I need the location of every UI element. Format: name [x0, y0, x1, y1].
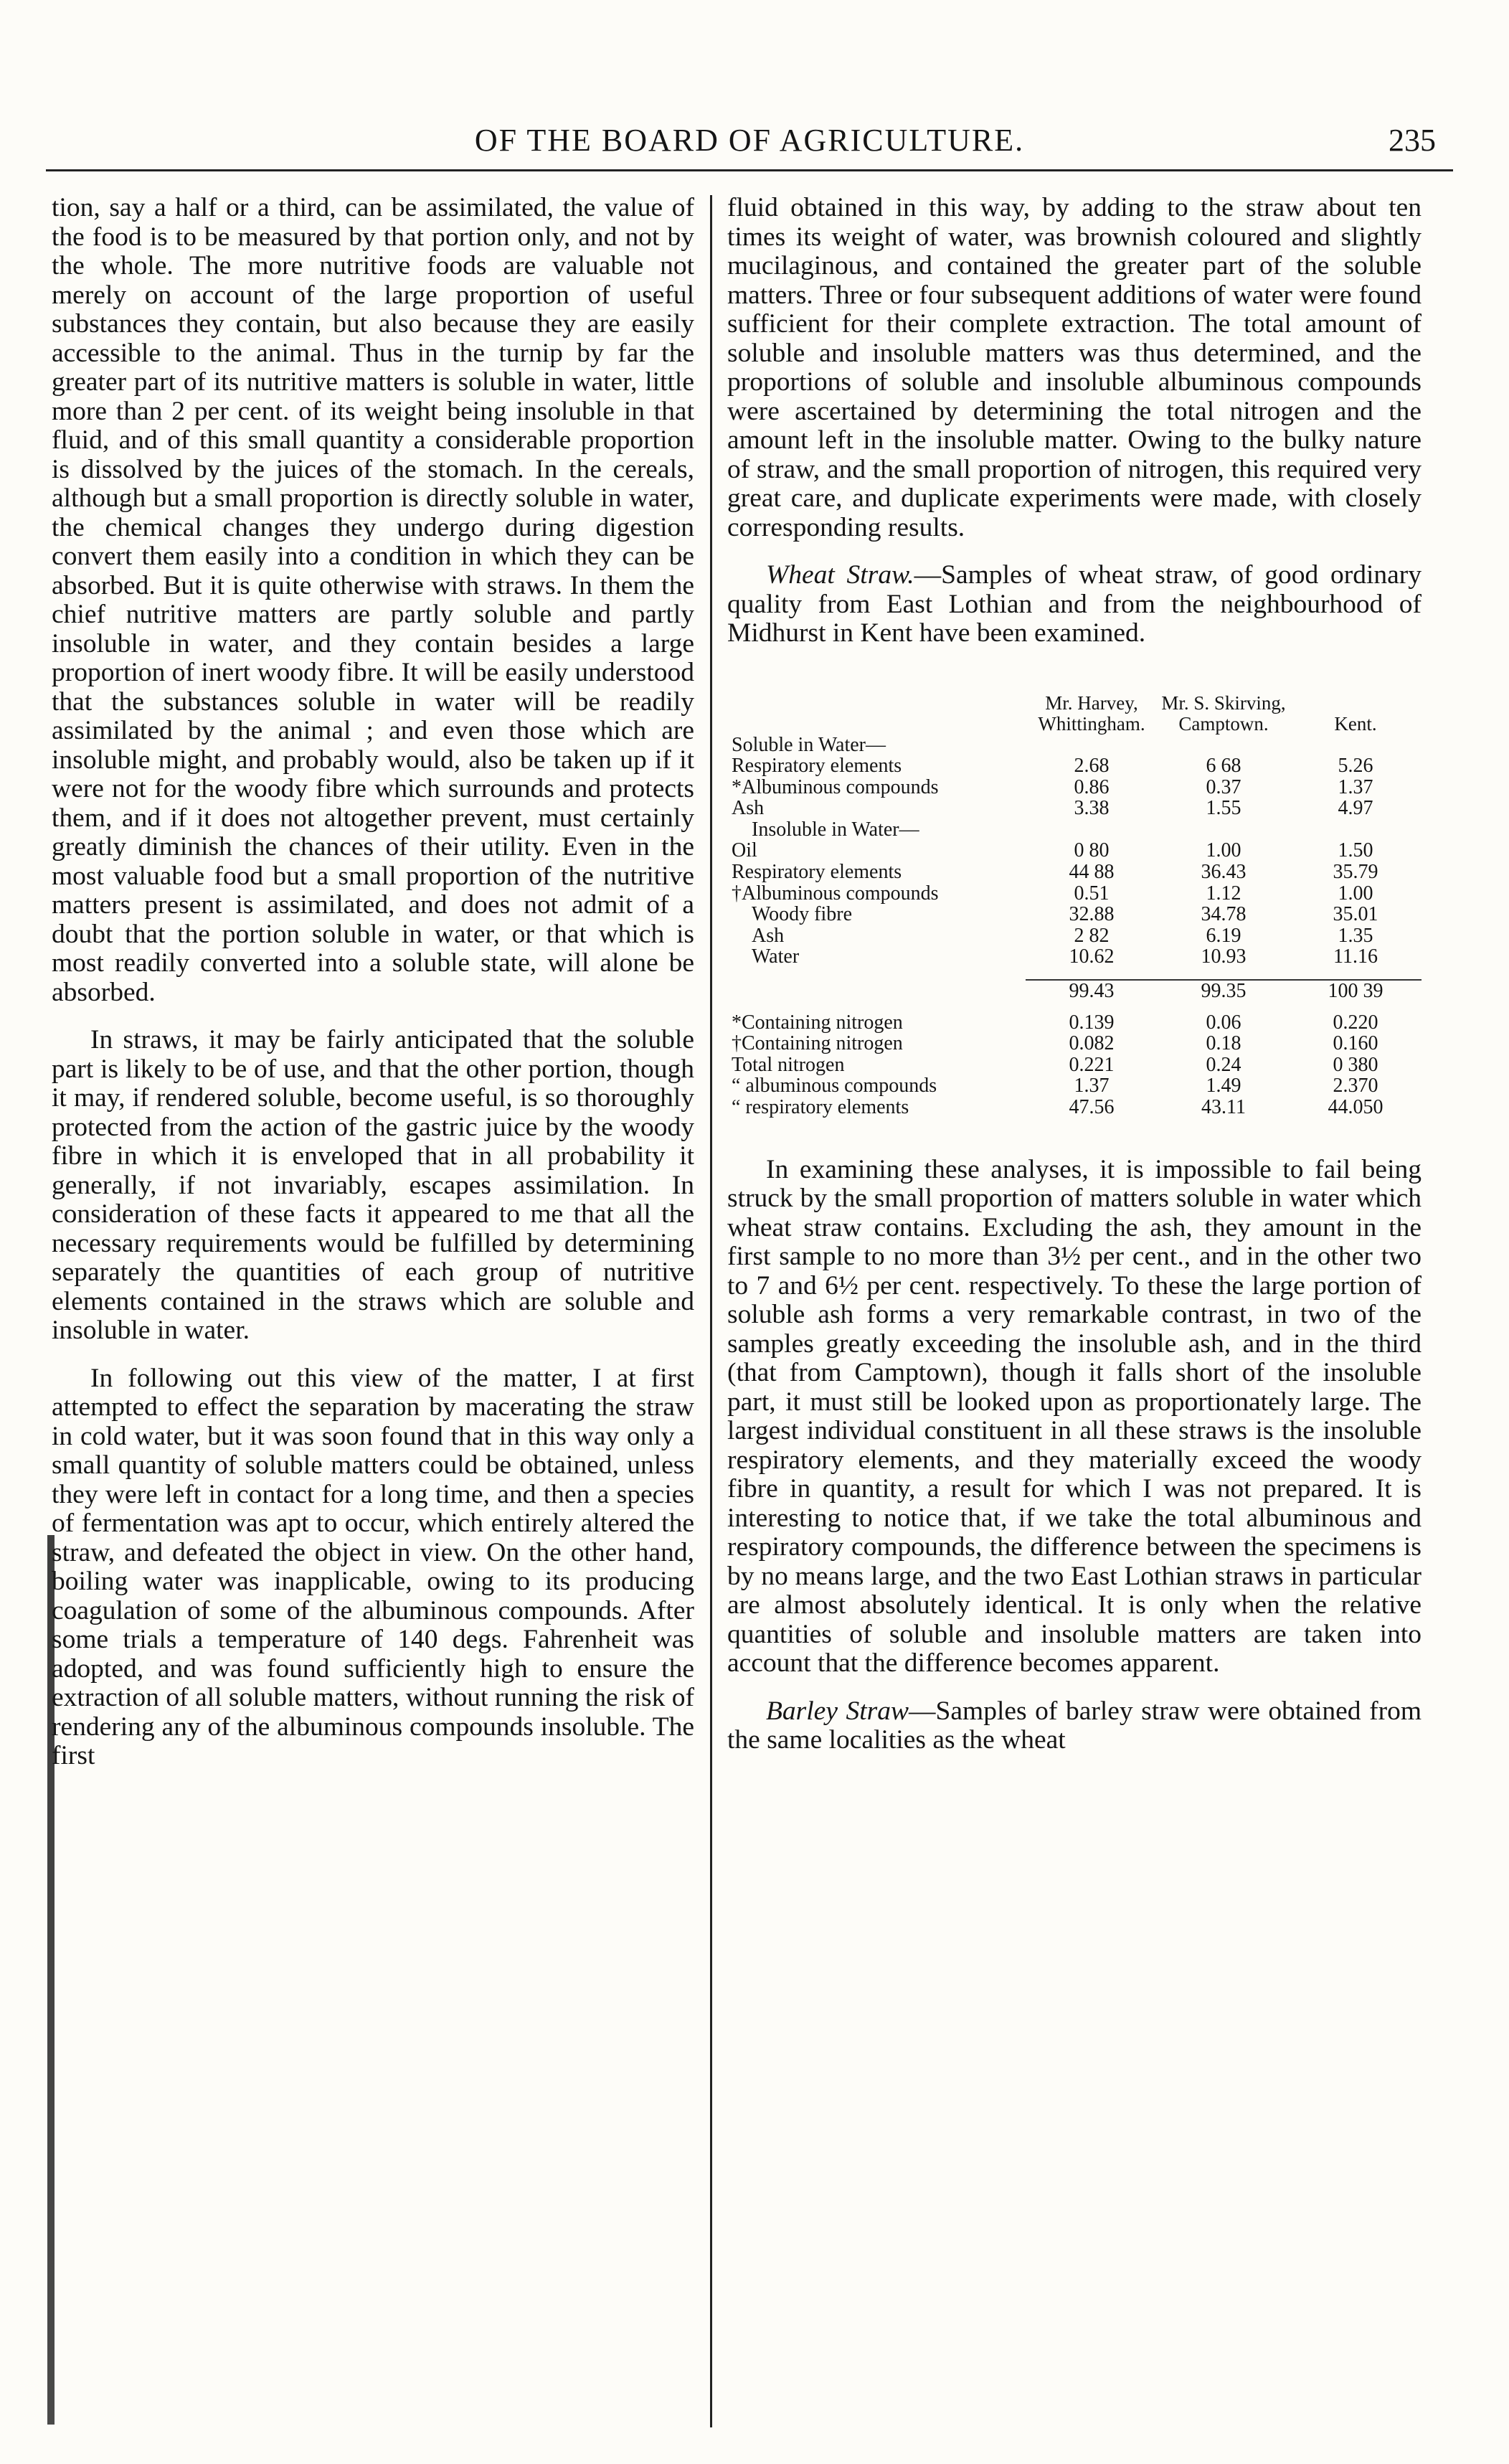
- value-cell: 34.78: [1201, 903, 1247, 926]
- left-paragraph-2: In straws, it may be fairly anticipated that the soluble part is likely to be of use, and that the other portion, though it may, if rendered soluble, become useful, is so thoroughly protected from the action of the gastric juice by the woody fibre in which it is enveloped that in all probability it generally, if not invariably, escapes assimilation. In consideration of these facts it appeared to me that all the necessary requirements would be fulfilled by determining separately the quantities of each group of nutritive elements contained in the straws which are soluble and insoluble in water.: [52, 1025, 694, 1345]
- row-label: Total nitrogen: [732, 1053, 845, 1076]
- value-cell: 0.24: [1206, 1053, 1241, 1076]
- value-cell: 10.62: [1069, 945, 1115, 968]
- table-row: [727, 840, 1422, 862]
- table-row: [727, 1097, 1422, 1118]
- barley-straw-heading: Barley Straw: [766, 1696, 909, 1726]
- wheat-straw-paragraph: [727, 561, 1422, 648]
- total-cell: 99.35: [1201, 980, 1247, 1003]
- table-totals-row: [727, 980, 1422, 1002]
- table-rule: [727, 968, 1422, 980]
- column-header: Kent.: [1334, 712, 1377, 735]
- total-cell: 100 39: [1328, 980, 1383, 1003]
- value-cell: 1.37: [1338, 775, 1373, 798]
- value-cell: 0.160: [1333, 1032, 1378, 1055]
- value-cell: 1.00: [1338, 882, 1373, 905]
- column-divider: [710, 195, 712, 2427]
- table-row: [727, 1054, 1422, 1076]
- table-spacer: [727, 1002, 1422, 1012]
- table-header-row-1: [727, 693, 1422, 714]
- page-number: 235: [1389, 123, 1436, 158]
- value-cell: 10.93: [1201, 945, 1247, 968]
- value-cell: 1.35: [1338, 924, 1373, 947]
- value-cell: 1.12: [1206, 882, 1241, 905]
- table-row: [727, 925, 1422, 947]
- right-paragraph-1: fluid obtained in this way, by adding to the straw about ten times its weight of water, was brownish coloured and slightly mucilaginous, and contained the greater part of the soluble matters. Three or four subsequent additions of water were found sufficient for their complete extraction. The total amount of soluble and insoluble matters was thus determined, and the proportions of soluble and insoluble albuminous compounds were ascertained by determining the total nitrogen and the amount left in the insoluble matter. Owing to the bulky nature of straw, and the small proportion of nitrogen, this required very great care, and duplicate experiments were made, with closely corresponding results.: [727, 193, 1422, 542]
- wheat-straw-heading: Wheat Straw.: [766, 560, 914, 590]
- row-label: Respiratory elements: [732, 861, 902, 884]
- table-section-label: [727, 735, 1422, 756]
- value-cell: 2 82: [1074, 924, 1110, 947]
- value-cell: 1.50: [1338, 839, 1373, 862]
- table-row: [727, 904, 1422, 925]
- table-row: [727, 946, 1422, 968]
- value-cell: 0.221: [1069, 1053, 1115, 1076]
- table-row: [727, 755, 1422, 777]
- value-cell: 47.56: [1069, 1096, 1115, 1118]
- row-label: *Containing nitrogen: [732, 1011, 903, 1034]
- right-column: [727, 194, 1422, 1755]
- value-cell: 36.43: [1201, 861, 1247, 884]
- value-cell: 44 88: [1069, 861, 1115, 884]
- column-header: Camptown.: [1178, 712, 1269, 735]
- value-cell: 0.18: [1206, 1032, 1241, 1055]
- soluble-section-label: Soluble in Water—: [732, 733, 886, 756]
- value-cell: 6.19: [1206, 924, 1241, 947]
- table-row: [727, 798, 1422, 819]
- table-header-row-2: [727, 714, 1422, 735]
- table-section-label: [727, 819, 1422, 841]
- table-row: [727, 883, 1422, 905]
- value-cell: 0.139: [1069, 1011, 1115, 1034]
- column-header: Mr. S. Skirving,: [1161, 691, 1286, 714]
- row-label: Respiratory elements: [732, 755, 902, 778]
- wheat-straw-text: —Samples of wheat straw, of good ordinary quality from East Lothian and from the neighbourhood of Midhurst in Kent have been examined.: [727, 560, 1422, 648]
- value-cell: 35.01: [1333, 903, 1378, 926]
- left-paragraph-1: tion, say a half or a third, can be assimilated, the value of the food is to be measured by that portion only, and not by the whole. The more nutritive foods are valuable not merely on account of the large proportion of useful substances they contain, but also because they are easily accessible to the animal. Thus in the turnip by far the greater part of its nutritive matters is soluble in water, little more than 2 per cent. of its weight being insoluble in that fluid, and of this small quantity a considerable proportion is dissolved by the juices of the stomach. In the cereals, although but a small proportion is directly soluble in water, the chemical changes they undergo during digestion convert them easily into a condition in which they can be absorbed. But it is quite otherwise with straws. In them the chief nutritive matters are partly soluble and partly insoluble in water, and they contain besides a large proportion of inert woody fibre. It will be easily understood that the substances soluble in water will be readily assimilated by the animal ; and even those which are insoluble might, and probably would, also be taken up if it were not for the woody fibre which surrounds and protects them, and if it does not altogether prevent, must certainly greatly diminish the chances of their utility. Even in the most valuable food but a small proportion of the nutritive matters present is assimilated, and does not admit of a doubt that the portion soluble in water, or that which is most readily converted into a soluble state, will alone be absorbed.: [52, 193, 694, 1007]
- value-cell: 0.51: [1074, 882, 1110, 905]
- value-cell: 2.68: [1074, 755, 1110, 778]
- value-cell: 0 80: [1074, 839, 1110, 862]
- value-cell: 1.49: [1206, 1075, 1241, 1098]
- row-label: Oil: [732, 839, 757, 862]
- value-cell: 4.97: [1338, 797, 1373, 820]
- value-cell: 32.88: [1069, 903, 1115, 926]
- table-row: [727, 1012, 1422, 1034]
- running-header: [46, 118, 1453, 164]
- value-cell: 6 68: [1206, 755, 1241, 778]
- column-header: Whittingham.: [1038, 712, 1145, 735]
- header-rule: [46, 169, 1453, 171]
- value-cell: 0 380: [1333, 1053, 1378, 1076]
- left-column: [52, 194, 694, 1771]
- row-label: *Albuminous compounds: [732, 775, 939, 798]
- value-cell: 43.11: [1201, 1096, 1246, 1118]
- value-cell: 1.00: [1206, 839, 1241, 862]
- value-cell: 5.26: [1338, 755, 1373, 778]
- value-cell: 1.55: [1206, 797, 1241, 820]
- total-cell: 99.43: [1069, 980, 1115, 1003]
- value-cell: 2.370: [1333, 1075, 1378, 1098]
- table-row: [727, 1033, 1422, 1054]
- table-row: [727, 777, 1422, 798]
- barley-straw-text: —Samples of barley straw were obtained from the same localities as the wheat: [727, 1696, 1422, 1755]
- barley-straw-paragraph: [727, 1697, 1422, 1755]
- row-label: Water: [752, 945, 800, 968]
- insoluble-section-label: Insoluble in Water—: [752, 818, 919, 841]
- value-cell: 0.082: [1069, 1032, 1115, 1055]
- row-label: Woody fibre: [752, 903, 853, 926]
- row-label: “ albuminous compounds: [732, 1075, 937, 1098]
- left-paragraph-3: In following out this view of the matter, I at first attempted to effect the separation by macerating the straw in cold water, but it was soon found that in this way only a small quantity of soluble matters could be obtained, unless they were left in contact for a long time, and then a species of fermentation was apt to occur, which entirely altered the straw, and defeated the object in view. On the other hand, boiling water was inapplicable, owing to its producing coagulation of some of the albuminous compounds. After some trials a temperature of 140 degs. Fahrenheit was adopted, and was found sufficiently high to ensure the extraction of all soluble matters, without running the risk of rendering any of the albuminous compounds insoluble. The first: [52, 1363, 694, 1770]
- value-cell: 44.050: [1328, 1096, 1383, 1118]
- value-cell: 0.37: [1206, 775, 1241, 798]
- table-row: [727, 1075, 1422, 1097]
- value-cell: 0.86: [1074, 775, 1110, 798]
- value-cell: 1.37: [1074, 1075, 1110, 1098]
- row-label: †Albuminous compounds: [732, 882, 939, 905]
- nitrogen-rows: [727, 1002, 1422, 1118]
- column-header: [1290, 693, 1422, 714]
- table-row: [727, 862, 1422, 883]
- value-cell: 11.16: [1333, 945, 1378, 968]
- value-cell: 3.38: [1074, 797, 1110, 820]
- value-cell: 0.220: [1333, 1011, 1378, 1034]
- value-cell: 35.79: [1333, 861, 1378, 884]
- column-header: Mr. Harvey,: [1045, 691, 1138, 714]
- row-label: Ash: [732, 797, 765, 820]
- running-title: OF THE BOARD OF AGRICULTURE.: [474, 123, 1025, 158]
- row-label: Ash: [752, 924, 785, 947]
- soluble-rows: [727, 755, 1422, 819]
- row-label: “ respiratory elements: [732, 1096, 909, 1118]
- right-paragraph-2: In examining these analyses, it is impossible to fail being struck by the small proportion of matters soluble in water which wheat straw contains. Excluding the ash, they amount in the first sample to no more than 3½ per cent., and in the other two to 7 and 6½ per cent. respectively. To these the large portion of soluble ash forms a very remarkable contrast, in two of the samples greatly exceeding the insoluble ash, and in the third (that from Camptown), though it falls short of the insoluble part, it must still be looked upon as proportionately large. The largest individual constituent in all these straws is the insoluble respiratory elements, and they materially exceed the woody fibre in quantity, a result for which I was not prepared. It is interesting to notice that, if we take the total albuminous and respiratory compounds, the difference between the specimens is by no means large, and the two East Lothian straws in particular are almost absolutely identical. It is only when the relative quantities of soluble and insoluble matters are taken into account that the difference becomes apparent.: [727, 1154, 1422, 1679]
- insoluble-rows: [727, 840, 1422, 968]
- value-cell: 0.06: [1206, 1011, 1241, 1034]
- row-label: †Containing nitrogen: [732, 1032, 903, 1055]
- analysis-table: [727, 693, 1422, 1118]
